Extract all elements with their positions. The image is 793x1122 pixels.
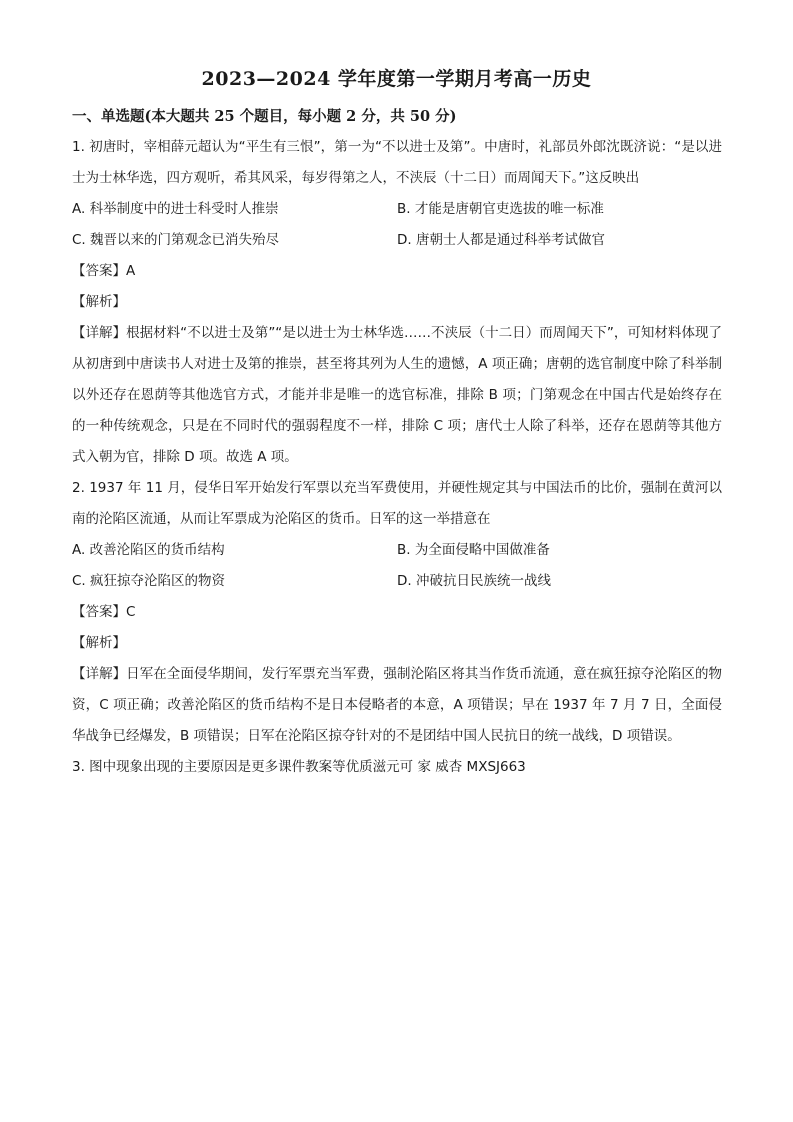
option-a: A. 科举制度中的进士科受时人推崇 xyxy=(72,201,279,217)
option-b: B. 才能是唐朝官吏选拔的唯一标准 xyxy=(397,201,604,217)
detail-explanation: 【详解】根据材料“不以进士及第”“是以进士为士林华选……不浃辰（十二日）而周闻天下”，可知材料体现了从初唐到中唐读书人对进士及第的推崇，甚至将其列为人生的遗憾，A 项正确；唐朝的选官制度中除了科举制以外还存在恩荫等其他选官方式，才能并非是唯一的选官标准，排除 B 项；门第观念在中国古代是始终存在的一种传统观念，只是在不同时代的强弱程度不一样，排除 C 项；唐代士人除了科举，还存在恩荫等其他方式入朝为官，排除 D 项。故选 A 项。 xyxy=(72,325,722,465)
option-row xyxy=(72,194,722,225)
option-c: C. 魏晋以来的门第观念已消失殆尽 xyxy=(72,232,280,248)
document-body xyxy=(72,101,722,783)
option-a: A. 改善沦陷区的货币结构 xyxy=(72,542,225,558)
option-b: B. 为全面侵略中国做准备 xyxy=(397,542,550,558)
option-d: D. 唐朝士人都是通过科举考试做官 xyxy=(397,232,605,248)
analysis-label: 【解析】 xyxy=(72,635,126,651)
option-row xyxy=(72,225,722,256)
question-3-stem: 3. 图中现象出现的主要原因是更多课件教案等优质滋元可 家 威杏 MXSJ663 xyxy=(72,759,526,775)
option-row xyxy=(72,535,722,566)
analysis-label: 【解析】 xyxy=(72,294,126,310)
question-stem: 1. 初唐时，宰相薛元超认为“平生有三恨”，第一为“不以进士及第”。中唐时，礼部员外郎沈既济说：“是以进士为士林华选，四方观听，希其风采，每岁得第之人，不浃辰（十二日）而周闻天下。”这反映出 xyxy=(72,139,722,186)
answer-label: 【答案】A xyxy=(72,263,136,279)
option-row xyxy=(72,566,722,597)
detail-explanation: 【详解】日军在全面侵华期间，发行军票充当军费，强制沦陷区将其当作货币流通，意在疯狂掠夺沦陷区的物资，C 项正确；改善沦陷区的货币结构不是日本侵略者的本意，A 项错误；早在 1937 年 7 月 7 日，全面侵华战争已经爆发，B 项错误；日军在沦陷区掠夺针对的不是团结中国人民抗日的统一战线，D 项错误。 xyxy=(72,666,722,744)
page-title: 2023—2024 学年度第一学期月考高一历史 xyxy=(201,68,592,90)
answer-label: 【答案】C xyxy=(72,604,136,620)
option-c: C. 疯狂掠夺沦陷区的物资 xyxy=(72,573,226,589)
question-2 xyxy=(72,473,722,752)
question-stem: 2. 1937 年 11 月，侵华日军开始发行军票以充当军费使用，并硬性规定其与中国法币的比价，强制在黄河以南的沦陷区流通，从而让军票成为沦陷区的货币。日军的这一举措意在 xyxy=(72,480,722,527)
option-d: D. 冲破抗日民族统一战线 xyxy=(397,573,551,589)
section-heading: 一、单选题(本大题共 25 个题目，每小题 2 分，共 50 分) xyxy=(72,108,457,125)
question-1 xyxy=(72,132,722,473)
